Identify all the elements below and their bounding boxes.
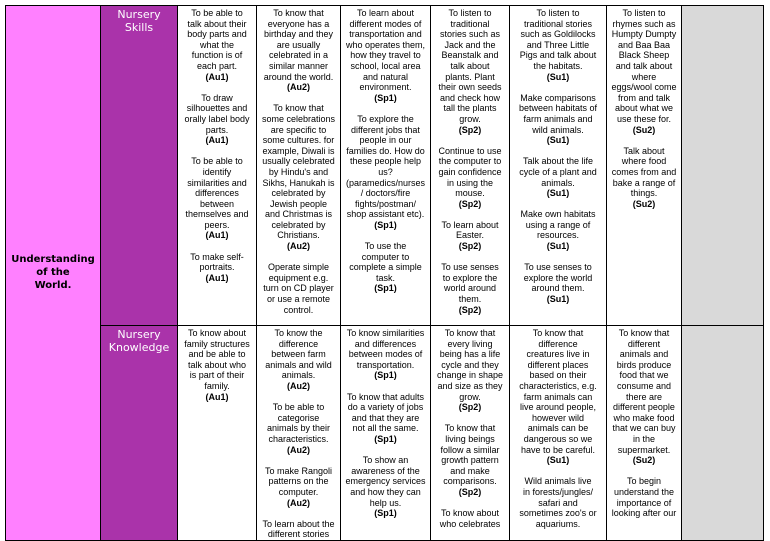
area-label: Understanding of the World. [11,254,95,292]
skills-empty-cell [682,6,764,326]
term-code: (Au1) [205,230,229,241]
objective-text: Wild animals live in forests/jungles/ safari and sometimes zoo's or aquariums. [519,476,597,529]
term-code: (Sp2) [458,402,482,413]
knowledge-spring2-cell [431,326,510,541]
objective-block [180,156,254,241]
objective-text: To make Rangoli patterns on the computer. [264,465,333,497]
term-code: (Sp2) [458,486,482,497]
objective-block [259,262,338,315]
objective-text: To know about who celebrates [439,508,501,529]
objective-text: Make own habitats using a range of resources. [520,209,596,241]
term-code: (Su1) [546,294,570,305]
term-code: (Au1) [205,391,229,402]
knowledge-autumn2-cell [257,326,341,541]
objective-block [433,262,507,315]
objective-text: To explore the different jobs that people in our families do. How do these people help us? (paramedics/nurses / doctors/fire fights/postman/ shop assistant etc). [345,113,426,220]
row-heading-text: Nursery Skills [117,8,161,34]
term-code: (Su1) [546,71,570,82]
objective-text: To know the difference between farm animals and wild animals. [265,328,332,381]
nursery-skills-row [6,6,764,326]
objective-text: Make comparisons between habitats of farm animals and wild animals. [518,92,598,135]
row-heading-skills [101,6,178,326]
objective-block [512,328,604,466]
objective-block [180,8,254,82]
objective-text: To know that different animals and birds produce food that we consume and there are different people who make food that we can buy in the supermarket. [612,328,676,455]
skills-spring2-cell [431,6,510,326]
objective-text: To make self- portraits. [190,251,244,273]
objective-text: To know that living beings follow a similar growth pattern and make comparisons. [440,423,500,487]
term-code: (Sp1) [374,219,397,230]
term-code: (Sp1) [374,283,397,294]
objective-block [343,328,428,381]
objective-block [433,8,507,135]
term-code: (Sp2) [458,198,482,209]
objective-text: To know that every living being has a life cycle and they change in shape and size as they grow. [436,328,504,402]
objective-text: To learn about different modes of transportation and who operates them, how they travel to school, local area and natural environment. [345,8,426,93]
term-code: (Su1) [546,188,570,199]
objective-text: To be able to talk about their body parts and what the function is of each part. [187,8,247,71]
objective-block [343,8,428,103]
knowledge-summer1-cell [510,326,607,541]
objective-block [259,103,338,251]
objective-text: To use senses to explore the world around them. [441,262,499,305]
term-code: (Su1) [546,135,570,146]
term-code: (Au2) [287,380,310,391]
objective-text: Talk about where food comes from and bake a range of things. [611,145,677,199]
objective-text: Talk about the life cycle of a plant and animals. [519,156,597,188]
objective-block [343,455,428,519]
nursery-knowledge-row [6,326,764,541]
objective-block [512,476,604,529]
objective-text: To know about family structures and be able to talk about who is part of their family. [184,328,250,391]
skills-autumn2-cell [257,6,341,326]
objective-block [259,466,338,508]
objective-block [343,392,428,445]
skills-autumn1-cell [178,6,257,326]
objective-text: To learn about Easter. [441,219,499,241]
term-code: (Au2) [287,82,310,93]
objective-block [512,262,604,304]
term-code: (Su2) [632,124,656,135]
objective-text: To be able to identify similarities and differences between themselves and peers. [185,156,249,230]
objective-text: To listen to traditional stories such as Goldilocks and Three Little Pigs and talk about the habitats. [519,8,597,71]
objective-text: Operate simple equipment e.g. turn on CD player or use a remote control. [263,262,334,315]
objective-text: To know that everyone has a birthday and they are usually celebrated in a similar manner around the world. [263,8,334,82]
objective-block [512,209,604,251]
term-code: (Sp2) [458,241,482,252]
objective-block [259,328,338,392]
objective-block [433,508,507,529]
objective-text: To listen to rhymes such as Humpty Dumpty and Baa Baa Black Sheep and talk about where eggs/wool come from and talk about what we use these for. [611,8,677,124]
objective-text: Continue to use the computer to gain confidence in using the mouse. [438,145,502,199]
objective-block [433,220,507,252]
knowledge-empty-cell [682,326,764,541]
objective-block [609,8,679,135]
area-label-cell [6,6,101,541]
objective-text: To know that some celebrations are specific to some cultures. for example, Diwali is usually celebrated by Hindu's and Sikhs, Hanukah is celebrated by Jewish people and Christmas is celebrated by Christians. [261,103,336,241]
objective-text: To listen to traditional stories such as Jack and the Beanstalk and talk about plants. Plant their own seeds and check how tall the plants grow. [438,8,502,124]
objective-block [259,402,338,455]
objective-block [512,8,604,82]
term-code: (Sp1) [374,370,397,381]
objective-block [433,423,507,497]
objective-text: To be able to categorise animals by their characteristics. [266,402,331,444]
knowledge-spring1-cell [341,326,431,541]
objective-block [180,328,254,402]
objective-block [259,8,338,93]
term-code: (Au1) [205,135,229,146]
objective-text: To know that difference creatures live in different places based on their characteristics, e.g. farm animals can live around people, however wild animals can be dangerous so we have to be careful. [519,328,597,455]
term-code: (Su1) [546,241,570,252]
objective-block [180,252,254,284]
objective-text: To draw silhouettes and orally label body parts. [184,92,250,135]
curriculum-table [5,5,764,541]
term-code: (Au1) [205,71,229,82]
objective-block [343,114,428,231]
objective-text: To know similarities and differences between modes of transportation. [346,328,425,370]
term-code: (Sp2) [458,124,482,135]
skills-spring1-cell [341,6,431,326]
term-code: (Sp2) [458,304,482,315]
term-code: (Au2) [287,241,310,252]
objective-block [433,328,507,413]
term-code: (Au2) [287,497,310,508]
knowledge-summer2-cell [607,326,682,541]
term-code: (Su2) [632,455,656,466]
row-heading-text: Nursery Knowledge [108,328,170,354]
objective-block [433,146,507,210]
objective-block [259,519,338,540]
objective-block [609,146,679,210]
objective-block [512,93,604,146]
objective-text: To learn about the different stories [262,518,335,540]
objective-block [609,328,679,466]
objective-text: To use senses to explore the world around them. [523,262,593,294]
skills-summer1-cell [510,6,607,326]
term-code: (Su2) [632,198,656,209]
term-code: (Sp1) [374,508,397,519]
objective-block [343,241,428,294]
objective-text: To begin understand the importance of looking after our [611,476,677,519]
term-code: (Sp1) [374,433,397,444]
objective-block [512,156,604,198]
term-code: (Au2) [287,444,310,455]
knowledge-autumn1-cell [178,326,257,541]
objective-text: To know that adults do a variety of jobs and that they are not all the same. [346,391,425,434]
term-code: (Su1) [546,455,570,466]
objective-block [609,476,679,518]
objective-text: To use the computer to complete a simple task. [349,241,422,283]
objective-block [180,93,254,146]
term-code: (Sp1) [374,92,397,103]
row-heading-knowledge [101,326,178,541]
objective-text: To show an awareness of the emergency services and how they can help us. [345,455,426,508]
skills-summer2-cell [607,6,682,326]
term-code: (Au1) [205,272,229,283]
